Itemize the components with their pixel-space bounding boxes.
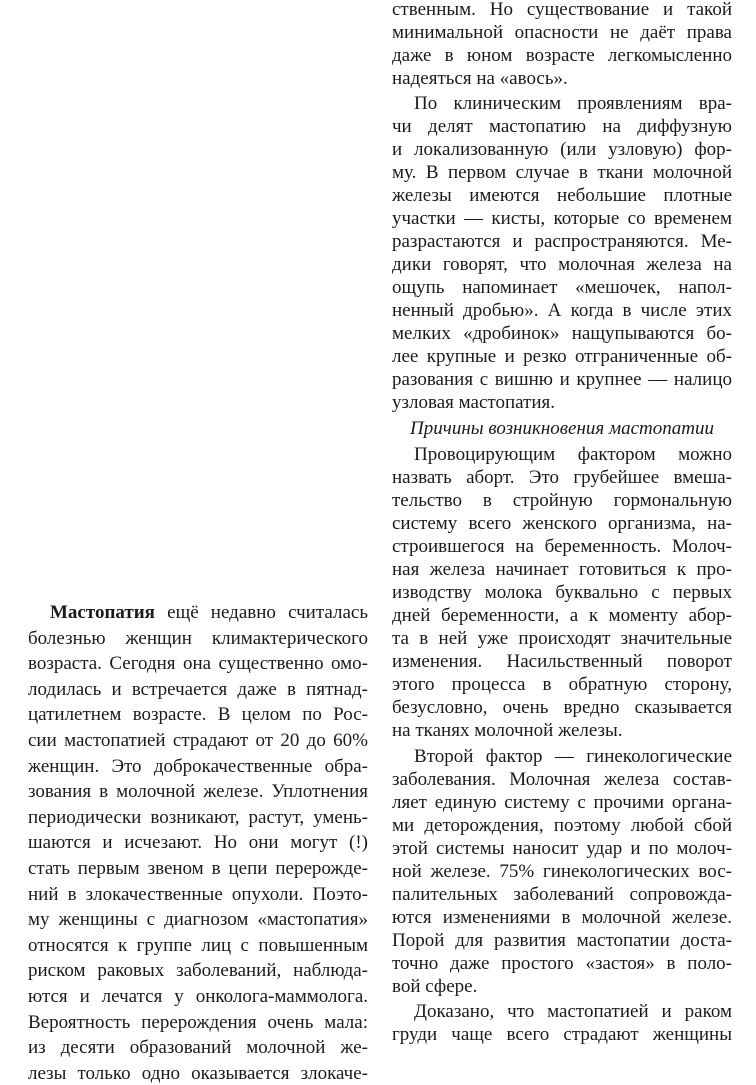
text-line: женщин. Это доброкачественные обра-: [28, 756, 368, 777]
text-line: Доказано, что мастопатией и раком: [414, 1001, 732, 1022]
text-line: этой системы наносит удар и по молоч-: [392, 838, 732, 859]
text-line: груди чаще всего страдают женщины: [392, 1024, 732, 1045]
text-line: му. В первом случае в ткани молочной: [392, 162, 732, 183]
text-line: разрастаются и распространяются. Ме-: [392, 231, 732, 252]
text-line: ственным. Но существование и такой: [392, 0, 732, 20]
section-heading: Причины возникновения мастопатии: [410, 418, 714, 439]
text-line: стать первым звеном в цепи перерожде-: [28, 858, 368, 879]
text-line: этого процесса в обратную сторону,: [392, 674, 732, 695]
text-line: строившегося на беременность. Молоч-: [392, 536, 732, 557]
text-line: изменения. Насильственный поворот: [392, 651, 732, 672]
text-line: Вероятность перерождения очень мала:: [28, 1012, 368, 1033]
text-line: палительных заболеваний сопровожда-: [392, 884, 732, 905]
text-line: заболевания. Молочная железа состав-: [392, 769, 732, 790]
text-line: ной железе. 75% гинекологических вос-: [392, 861, 732, 882]
text-line: Второй фактор — гинекологические: [414, 746, 732, 767]
text-line: периодически возникают, растут, умень-: [28, 807, 368, 828]
text-line: лее крупные и резко отграниченные об-: [392, 346, 732, 367]
text-line: цатилетнем возрасте. В целом по Рос-: [28, 704, 368, 725]
text-line: Мастопатия ещё недавно считалась: [50, 602, 368, 623]
text-line: систему всего женского организма, на-: [392, 513, 732, 534]
text-line: на тканях молочной железы.: [392, 720, 623, 741]
text-line: возраста. Сегодня она существенно омо-: [28, 653, 368, 674]
text-line: шаются и исчезают. Но они могут (!): [28, 832, 368, 853]
text-line: тельство в стройную гормональную: [392, 490, 732, 511]
text-line: точно даже простого «застоя» в поло-: [392, 953, 732, 974]
text-line: изводству молока буквально с первых: [392, 582, 732, 603]
text-line: По клиническим проявлениям вра-: [414, 93, 732, 114]
text-line: вой сфере.: [392, 976, 478, 997]
text-line: дики говорят, что молочная железа на: [392, 254, 732, 275]
text-line: ощупь напоминает «мешочек, напол-: [392, 277, 732, 298]
text-line: ми деторождения, поэтому любой сбой: [392, 815, 732, 836]
text-line: мелких «дробинок» нащупываются бо-: [392, 323, 732, 344]
text-line: ненный дробью». А когда в числе этих: [392, 300, 732, 321]
text-line: сии мастопатией страдают от 20 до 60%: [28, 730, 368, 751]
text-line: риском раковых заболеваний, наблюда-: [28, 960, 368, 981]
text-line: узловая мастопатия.: [392, 392, 556, 413]
text-line: минимальной опасности не даёт права: [392, 22, 732, 43]
text-line: ний в злокачественные опухоли. Поэто-: [28, 884, 368, 905]
text-line: ются и лечатся у онколога-маммолога.: [28, 986, 368, 1007]
text-line: ная железа начинает готовиться к про-: [392, 559, 732, 580]
text-line: чи делят мастопатию на диффузную: [392, 116, 732, 137]
text-line: лодилась и встречается даже в пятнад-: [28, 679, 368, 700]
text-line: Провоцирующим фактором можно: [414, 444, 732, 465]
text-line: ются изменениями в молочной железе.: [392, 907, 732, 928]
text-line: относятся к группе лиц с повышенным: [28, 935, 368, 956]
text-line: Порой для развития мастопатии доста-: [392, 930, 732, 951]
text-line: надеяться на «авось».: [392, 68, 568, 89]
text-line: та в ней уже происходят значительные: [392, 628, 732, 649]
text-line: ляет единую систему с прочими органа-: [392, 792, 732, 813]
text-line: даже в юном возрасте легкомысленно: [392, 45, 732, 66]
text-line: из десяти образований молочной же-: [28, 1037, 368, 1058]
text-line: участки — кисты, которые со временем: [392, 208, 732, 229]
text-line: лезы только одно оказывается злокаче-: [28, 1063, 368, 1084]
text-line: железы имеются небольшие плотные: [392, 185, 732, 206]
text-line: и локализованную (или узловую) фор-: [392, 139, 732, 160]
text-line: назвать аборт. Это грубейшее вмеша-: [392, 467, 732, 488]
text-line: безусловно, очень вредно сказывается: [392, 697, 732, 718]
text-line: разования с вишню и крупнее — налицо: [392, 369, 732, 390]
term-mastopathy: Мастопатия: [50, 602, 155, 623]
text-line: му женщины с диагнозом «мастопатия»: [28, 909, 368, 930]
text-line: дней беременности, а к моменту абор-: [392, 605, 732, 626]
text-line: зования в молочной железе. Уплотнения: [28, 781, 368, 802]
text-line: болезнью женщин климактерического: [28, 628, 368, 649]
